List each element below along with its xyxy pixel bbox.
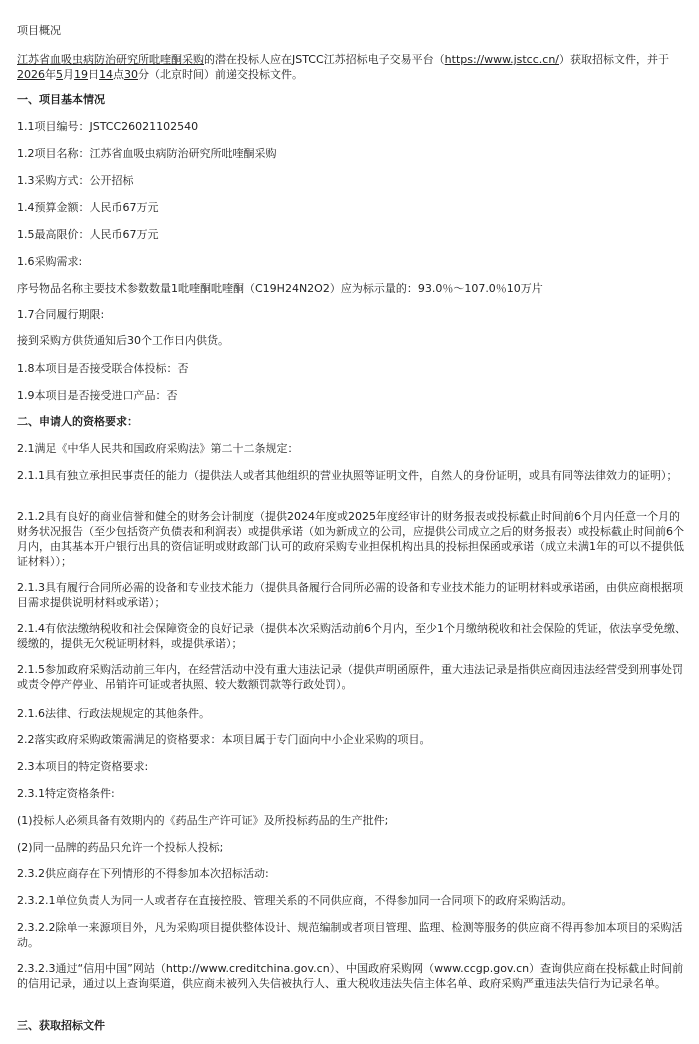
requirement-text: 序号物品名称主要技术参数数量1吡喹酮吡喹酮（C19H24N2O2）应为标示量的：93.0％～107.0％10万片 [17,282,543,295]
intro-text-a: 的潜在投标人应在JSTCC江苏招标电子交易平台（ [204,53,445,66]
qualification-2-1-4: 2.1.4有依法缴纳税收和社会保障资金的良好记录（提供本次采购活动前6个月内，至少1个月缴纳税收和社会保险的凭证，依法享受免缴、缓缴的，提供无欠税证明材料，或提供承诺）； [17,622,686,650]
max-price: 1.5最高限价：人民币67万元 [17,228,159,241]
deadline-hour: 14 [99,68,113,81]
consortium-bid: 1.8本项目是否接受联合体投标：否 [17,362,189,375]
page-title: 项目概况 [17,24,61,37]
budget-amount: 1.4预算金额：人民币67万元 [17,201,159,214]
qualification-2-1: 2.1满足《中华人民共和国政府采购法》第二十二条规定： [17,442,299,455]
deadline-year: 2026 [17,68,45,81]
qualification-2-2: 2.2落实政府采购政策需满足的资格要求：本项目属于专门面向中小企业采购的项目。 [17,733,431,746]
qualification-2-3-1-a: (1)投标人必须具备有效期内的《药品生产许可证》及所投标药品的生产批件; [17,814,389,827]
intro-text-d: 月 [63,68,74,81]
intro-text-c: 年 [45,68,56,81]
imported-products: 1.9本项目是否接受进口产品：否 [17,389,178,402]
deadline-month: 5 [56,68,63,81]
qualification-2-3-2: 2.3.2供应商存在下列情形的不得参加本次招标活动: [17,867,269,880]
qualification-2-1-2: 2.1.2具有良好的商业信誉和健全的财务会计制度（提供2024年度或2025年度经审计的财务报表或投标截止时间前6个月内任意一个月的财务状况报告（至少包括资产负债表和利润表）或提供承诺（如为新成立的公司，应提供公司成立之后的财务报表）或投标截止时间前6个月内，由其基本开户银行出具的资信证明或财政部门认可的政府采购专业担保机构出具的投标担保函或承诺（成立未满1年的可以不提供低证材料））； [17,510,684,568]
platform-link[interactable]: https://www.jstcc.cn/ [444,53,559,66]
project-name: 1.2项目名称：江苏省血吸虫病防治研究所吡喹酮采购 [17,147,277,160]
requirement-title: 1.6采购需求: [17,255,83,268]
intro-text-e: 日 [88,68,99,81]
contract-title: 1.7合同履行期限: [17,308,105,321]
section2-heading: 二、申请人的资格要求： [17,415,138,428]
deadline-day: 19 [74,68,88,81]
qualification-2-3-2-3: 2.3.2.3通过“信用中国”网站（http://www.creditchina.gov.cn）、中国政府采购网（www.ccgp.gov.cn）查询供应商在投标截止时间前的信用记录，通过以上查询渠道，供应商未被列入失信被执行人、重大税收违法失信主体名单、政府采购严重违法失信行为记录名单。 [17,962,684,990]
deadline-minute: 30 [124,68,138,81]
intro-text-b: ）获取招标文件，并于 [559,53,669,66]
intro-text-g: 分（北京时间）前递交投标文件。 [138,68,303,81]
qualification-2-1-1: 2.1.1具有独立承担民事责任的能力（提供法人或者其他组织的营业执照等证明文件，自然人的身份证明，或具有同等法律效力的证明）； [17,469,678,482]
section1-heading: 一、项目基本情况 [17,93,105,106]
qualification-2-1-6: 2.1.6法律、行政法规规定的其他条件。 [17,707,210,720]
contract-text: 接到采购方供货通知后30个工作日内供货。 [17,334,229,347]
intro-text-f: 点 [113,68,124,81]
qualification-2-3-2-2: 2.3.2.2除单一来源项目外，凡为采购项目提供整体设计、规范编制或者项目管理、监理、检测等服务的供应商不得再参加本项目的采购活动。 [17,921,683,949]
procurement-method: 1.3采购方式：公开招标 [17,174,134,187]
project-link[interactable]: 江苏省血吸虫病防治研究所吡喹酮采购 [17,53,204,66]
qualification-2-3-1-b: (2)同一品牌的药品只允许一个投标人投标; [17,841,224,854]
intro-paragraph [17,52,687,82]
project-number: 1.1项目编号：JSTCC26021102540 [17,120,199,133]
qualification-2-3-2-1: 2.3.2.1单位负责人为同一人或者存在直接控股、管理关系的不同供应商，不得参加同一合同项下的政府采购活动。 [17,894,573,907]
qualification-2-1-5: 2.1.5参加政府采购活动前三年内，在经营活动中没有重大违法记录（提供声明函原件，重大违法记录是指供应商因违法经营受到刑事处罚或责令停产停业、吊销许可证或者执照、较大数额罚款等行政处罚）。 [17,663,683,691]
qualification-2-3-1: 2.3.1特定资格条件: [17,787,115,800]
section3-heading: 三、获取招标文件 [17,1019,105,1032]
qualification-2-3: 2.3本项目的特定资格要求: [17,760,149,773]
qualification-2-1-3: 2.1.3具有履行合同所必需的设备和专业技术能力（提供具备履行合同所必需的设备和专业技术能力的证明材料或承诺函，由供应商根据项目需求提供说明材料或承诺）； [17,581,683,609]
